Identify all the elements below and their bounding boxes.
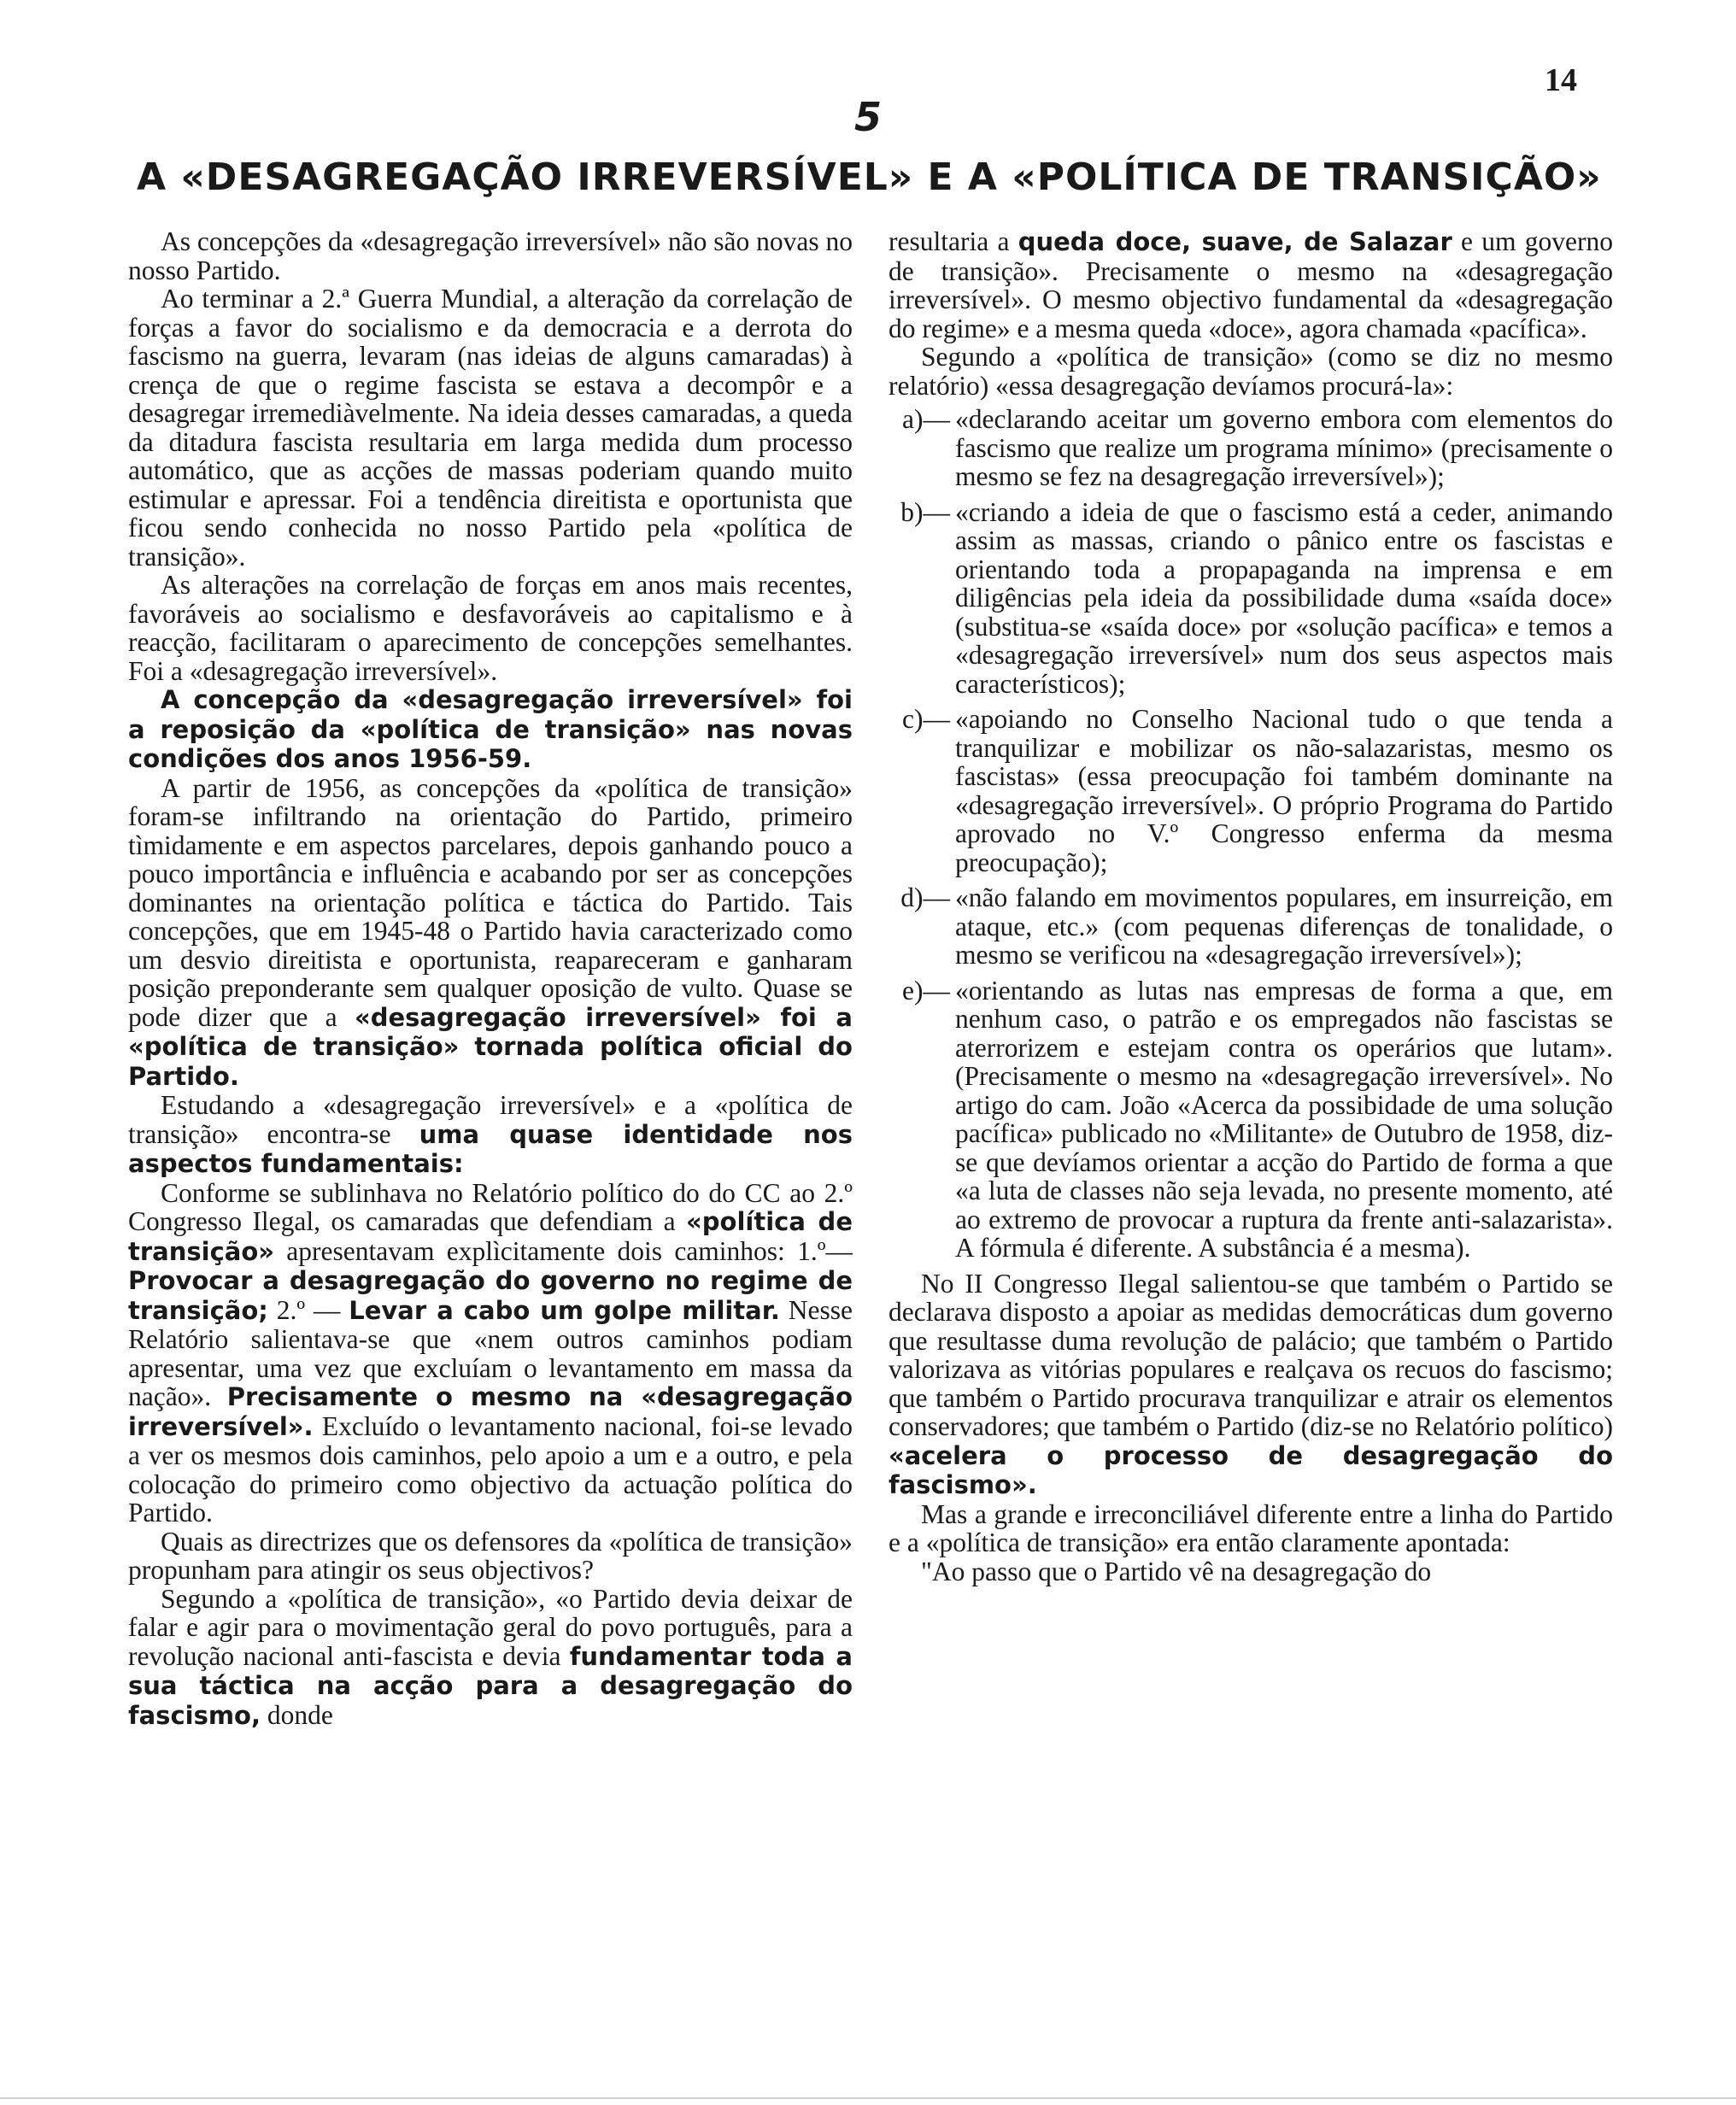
list-item-e (889, 976, 1613, 1263)
paragraph-9-text-a: Segundo a «política de transição», «o Partido devia deixar de falar e agir para o movimentação geral do povo português, para a revolução nacional anti-fascista e devia (128, 1583, 853, 1671)
paragraph-7-bold-1: «política de transição» (128, 1207, 853, 1266)
paragraph-7-text-a: Conforme se sublinhava no Relatório político do do CC ao 2.º Congresso Ilegal, os camaradas que defendiam a (128, 1177, 853, 1236)
paragraph-7-text-c: 2.º — (267, 1294, 349, 1325)
list-label-a: a)— (902, 404, 950, 434)
paragraph-1: As concepções da «desagregação irreversível» não são novas no nosso Partido. (128, 227, 853, 285)
list-text-b: «criando a ideia de que o fascismo está a ceder, animando assim as massas, criando o pânico entre os fascistas e orientando toda a propapaganda na imprensa e em diligências pela ideia da possibilidade duma «saída doce» (substitua-se «saída doce» por «solução pacífica» e temos a «desagregação irreversível» num dos seus aspectos mais característicos); (955, 496, 1613, 699)
list-label-d: d)— (900, 882, 950, 912)
right-column (889, 227, 1613, 2081)
right-paragraph-3 (889, 1269, 1613, 1500)
bottom-edge-line (0, 2097, 1736, 2099)
list-item-c (889, 705, 1613, 877)
paragraph-9 (128, 1585, 853, 1731)
paragraph-7-text-b: apresentavam explìcitamente dois caminhos: 1.º— (274, 1235, 853, 1266)
bold-thesis: A concepção da «desagregação irreversível» foi a reposição da «política de transição» nas novas condições dos anos 1956-59. (128, 685, 853, 773)
right-paragraph-1-text-a: resultaria a (889, 227, 1018, 256)
paragraph-7 (128, 1179, 853, 1527)
paragraph-7-bold-3: Levar a cabo um golpe militar. (349, 1295, 780, 1325)
list-label-b: b)— (900, 496, 950, 527)
chapter-title: A «DESAGREGAÇÃO IRREVERSÍVEL» E A «POLÍTICA DE TRANSIÇÃO» (137, 155, 1602, 199)
list-item-d (889, 883, 1613, 970)
right-paragraph-2: Segundo a «política de transição» (como se diz no mesmo relatório) «essa desagregação devíamos procurá-la»: (889, 342, 1613, 401)
paragraph-5-text: A partir de 1956, as concepções da «política de transição» foram-se infiltrando na orientação do Partido, primeiro tìmidamente e em aspectos parcelares, depois ganhando pouco a pouco importância e influência e acabando por ser as concepções dominantes na orientação política e táctica do Partido. Tais concepções, que em 1945-48 o Partido havia caracterizado como um desvio direitista e oportunista, reapareceram e ganharam posição preponderante sem qualquer oposição de vulto. Quase se pode dizer que a (128, 772, 853, 1032)
right-paragraph-1-text-b: e um governo de transição». Precisamente o mesmo na «desagregação irreversível». O mesmo objectivo fundamental da «desagregação do regime» e a mesma queda «doce», agora chamada «pacífica». (889, 227, 1613, 343)
left-column (128, 227, 853, 2081)
paragraph-9-text-b: donde (261, 1699, 333, 1730)
paragraph-4-bold (128, 685, 853, 774)
right-paragraph-1 (889, 227, 1613, 343)
list-text-d: «não falando em movimentos populares, em insurreição, em ataque, etc.» (com pequenas diferenças de tonalidade, o mesmo se verificou na «desagregação irreversível»); (955, 882, 1613, 970)
paragraph-6-text: Estudando a «desagregação irreversível» e a «política de transição» encontra-se (128, 1090, 853, 1149)
paragraph-6 (128, 1091, 853, 1179)
right-paragraph-5: "Ao passo que o Partido vê na desagregação do (921, 1556, 1432, 1586)
paragraph-5-bold: «desagregação irreversível» foi a «política de transição» tornada política oficial do Partido. (128, 1002, 853, 1091)
right-paragraph-4: Mas a grande e irreconciliável diferente entre a linha do Partido e a «política de transição» era então claramente apontada: (889, 1498, 1613, 1557)
paragraph-2: Ao terminar a 2.ª Guerra Mundial, a alteração da correlação de forças a favor do socialismo e da democracia e a derrota do fascismo na guerra, levaram (nas ideias de alguns camaradas) à crença de que o regime fascista se estava a decompôr e a desagregar irremediàvelmente. Na ideia desses camaradas, a queda da ditadura fascista resultaria em larga medida dum processo automático, que as acções de massas poderiam quando muito estimular e apressar. Foi a tendência direitista e oportunista que ficou sendo conhecida no nosso Partido pela «política de transição». (128, 284, 853, 572)
paragraph-8: Quais as directrizes que os defensores da «política de transição» propunham para atingir os seus objectivos? (128, 1526, 853, 1585)
paragraph-7-bold-2: Provocar a desagregação do governo no regime de transição; (128, 1266, 853, 1325)
paragraph-6-bold: uma quase identidade nos aspectos fundamentais: (128, 1119, 853, 1178)
list-text-e: «orientando as lutas nas empresas de forma a que, em nenhum caso, o patrão e os empregados não fascistas se aterrorizem e estejam contra os operários que lutam». (Precisamente o mesmo na «desagregação irreversível». No artigo do cam. João «Acerca da possibidade de uma solução pacífica» publicado no «Militante» de Outubro de 1958, diz-se que devíamos orientar a acção do Partido de forma a que «a luta de classes não seja levada, no presente momento, até ao extremo de provocar a ruptura da frente anti-salazarista». A fórmula é diferente. A substância é a mesma). (955, 975, 1613, 1263)
page-number: 14 (1545, 62, 1577, 98)
list-item-a (889, 405, 1613, 491)
list-label-e: e)— (902, 975, 950, 1006)
chapter-number: 5 (853, 94, 882, 140)
paragraph-7-text-d: Nesse Relatório salientava-se que «nem outros caminhos podiam apresentar, uma vez que excluíam o levantamento em massa da nação». (128, 1294, 853, 1411)
paragraph-7-bold-4: Precisamente o mesmo na «desagregação irreversível». (128, 1382, 853, 1441)
list-text-c: «apoiando no Conselho Nacional tudo o que tenda a tranquilizar e mobilizar os não-salazaristas, mesmo os fascistas» (essa preocupação foi também dominante na «desagregação irreversível». O próprio Programa do Partido aprovado no V.º Congresso enferma da mesma preocupação); (955, 704, 1613, 877)
paragraph-9-bold: fundamentar toda a sua táctica na acção para a desagregação do fascismo, (128, 1641, 853, 1730)
paragraph-3: As alterações na correlação de forças em anos mais recentes, favoráveis ao socialismo e desfavoráveis ao capitalismo e à reacção, facilitaram o aparecimento de concepções semelhantes. Foi a «desagregação irreversível». (128, 570, 853, 686)
list-label-c: c)— (902, 704, 950, 734)
right-paragraph-3-bold: «acelera o processo de desagregação do fascismo». (889, 1440, 1613, 1499)
list-text-a: «declarando aceitar um governo embora com elementos do fascismo que realize um programa mínimo» (precisamente o mesmo se fez na desagregação irreversível»); (955, 404, 1613, 491)
paragraph-7-text-e: Excluído o levantamento nacional, foi-se levado a ver os mesmos dois caminhos, pelo apoio a um e a outro, e pela colocação do primeiro como objectivo da actuação política do Partido. (128, 1410, 853, 1527)
list-item-b (889, 498, 1613, 699)
paragraph-5 (128, 774, 853, 1092)
right-paragraph-3-text: No II Congresso Ilegal salientou-se que também o Partido se declarava disposto a apoiar as medidas democráticas dum governo que resultasse duma revolução de palácio; que também o Partido valorizava as vitórias populares e realçava os recuos do fascismo; que também o Partido procurava tranquilizar e atrair os elementos conservadores; que também o Partido (diz-se no Relatório político) (889, 1268, 1613, 1441)
right-paragraph-1-bold: queda doce, suave, de Salazar (1018, 227, 1452, 256)
